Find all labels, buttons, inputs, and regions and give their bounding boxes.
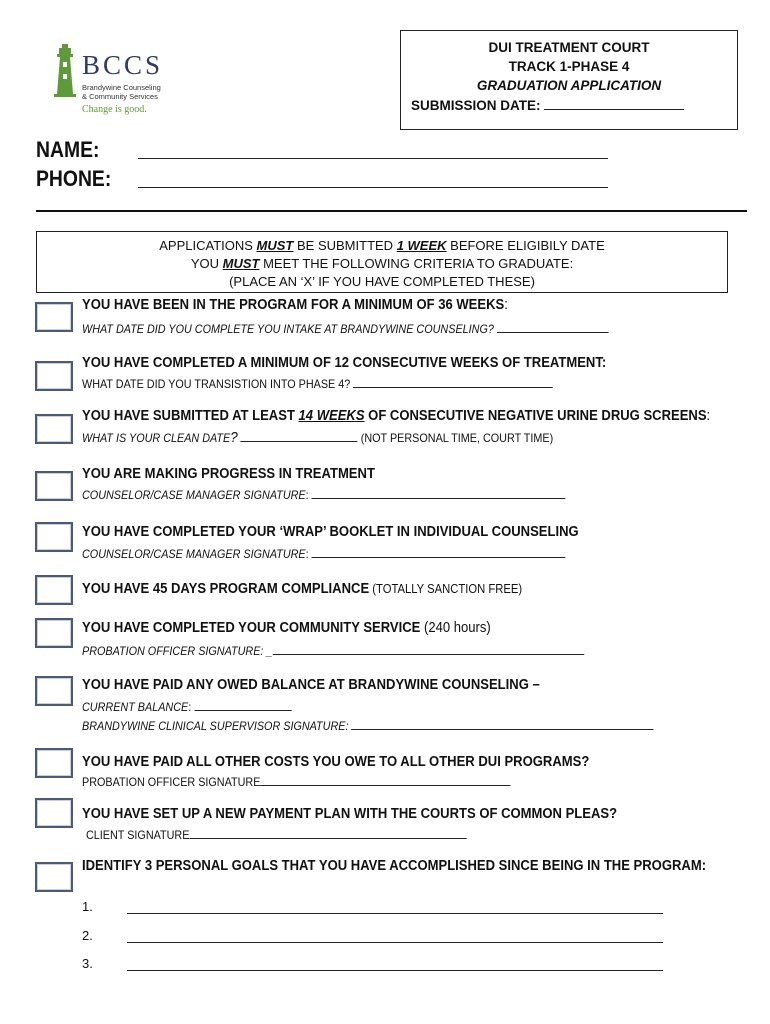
criteria-title (82, 297, 508, 313)
criteria-title-suffix: : (504, 297, 508, 313)
instructions-box (36, 231, 728, 293)
criteria-title: YOU HAVE PAID ALL OTHER COSTS YOU OWE TO ALL OTHER DUI PROGRAMS? (82, 754, 590, 770)
criteria-checkbox[interactable] (35, 522, 73, 552)
logo-org-line1: Brandywine Counseling (82, 83, 161, 92)
criteria-checkbox[interactable] (35, 471, 73, 501)
criteria-title: IDENTIFY 3 PERSONAL GOALS THAT YOU HAVE ACCOMPLISHED SINCE BEING IN THE PROGRAM: (82, 858, 707, 874)
criteria-checkbox[interactable] (35, 361, 73, 391)
criteria-subline (82, 375, 553, 391)
criteria-sub-text: COUNSELOR/CASE MANAGER SIGNATURE (82, 547, 306, 561)
criteria-checkbox[interactable] (35, 302, 73, 332)
criteria-title: YOU HAVE SET UP A NEW PAYMENT PLAN WITH THE COURTS OF COMMON PLEAS? (82, 806, 618, 822)
criteria-title: YOU HAVE PAID ANY OWED BALANCE AT BRANDYWINE COUNSELING – (82, 677, 540, 693)
criteria-title (82, 581, 522, 597)
criteria-sub-text: PROBATION OFFICER SIGNATURE: _ (82, 644, 273, 658)
instr-must: MUST (222, 256, 260, 271)
criteria-sub-colon: : (305, 488, 309, 502)
goal-field[interactable] (127, 942, 663, 943)
criteria-title-text: YOU HAVE COMPLETED YOUR COMMUNITY SERVICE (82, 620, 421, 636)
criteria-title: YOU HAVE COMPLETED YOUR ‘WRAP’ BOOKLET IN INDIVIDUAL COUNSELING (82, 524, 579, 540)
instr-text: YOU (190, 256, 223, 271)
phone-label: PHONE: (36, 166, 112, 191)
instructions-line3: (PLACE AN ‘X’ IF YOU HAVE COMPLETED THESE) (229, 274, 535, 289)
submission-date-label: SUBMISSION DATE: (411, 98, 541, 113)
criteria-checkbox[interactable] (35, 575, 73, 605)
criteria-sub-q: ? (230, 429, 238, 446)
criteria-checkbox[interactable] (35, 748, 73, 778)
criteria-title-text: YOU HAVE BEEN IN THE PROGRAM FOR A MINIMUM OF 36 WEEKS (82, 297, 505, 313)
lighthouse-icon (52, 44, 78, 98)
criteria-checkbox[interactable] (35, 618, 73, 648)
phase4-date-field[interactable] (353, 375, 553, 388)
criteria-subline (82, 545, 565, 561)
criteria-title-text: OF CONSECUTIVE NEGATIVE URINE DRUG SCREENS (364, 408, 707, 424)
supervisor-signature-field[interactable] (351, 717, 653, 730)
criteria-sub-text: CURRENT BALANCE (82, 700, 189, 714)
criteria-title-text: YOU HAVE 45 DAYS PROGRAM COMPLIANCE (82, 581, 370, 597)
counselor-signature-field[interactable] (312, 545, 566, 558)
instr-must: MUST (256, 238, 294, 253)
criteria-sub-text: PROBATION OFFICER SIGNATURE (82, 775, 261, 789)
logo-letters: BCCS (82, 50, 164, 80)
probation-signature-field[interactable] (260, 773, 510, 786)
logo-tagline: Change is good. (82, 104, 147, 115)
goal-field[interactable] (127, 970, 663, 971)
criteria-subline (82, 717, 654, 733)
header-line2: TRACK 1-PHASE 4 (508, 59, 630, 74)
criteria-title-suffix: : (706, 408, 711, 424)
submission-date-field[interactable] (544, 97, 684, 110)
criteria-subline (82, 642, 584, 658)
instr-text: BE SUBMITTED (293, 238, 397, 253)
submission-date-row (411, 97, 684, 113)
criteria-checkbox[interactable] (35, 414, 73, 444)
criteria-sub-text: BRANDYWINE CLINICAL SUPERVISOR SIGNATURE: (82, 719, 349, 733)
header-line1: DUI TREATMENT COURT (488, 40, 650, 55)
criteria-subline (82, 773, 511, 789)
header-box (400, 30, 738, 130)
criteria-sub-text: CLIENT SIGNATURE (86, 828, 190, 842)
criteria-sub-text: WHAT IS YOUR CLEAN DATE (82, 431, 231, 445)
criteria-title (82, 620, 491, 636)
goal-number: 1. (82, 899, 93, 914)
criteria-title-text: YOU HAVE SUBMITTED AT LEAST (82, 408, 299, 424)
criteria-subline (82, 429, 553, 446)
criteria-sub-note: (NOT PERSONAL TIME, COURT TIME) (360, 431, 554, 445)
criteria-sub-text: WHAT DATE DID YOU TRANSISTION INTO PHASE 4? (82, 377, 351, 391)
current-balance-field[interactable] (194, 698, 291, 711)
phone-field[interactable] (138, 187, 608, 188)
goal-number: 3. (82, 956, 93, 971)
instr-week: 1 WEEK (396, 238, 447, 253)
logo-org-line2: & Community Services (82, 92, 158, 101)
criteria-sub-colon: : (305, 547, 309, 561)
goal-field[interactable] (127, 913, 663, 914)
probation-signature-field[interactable] (272, 642, 583, 655)
criteria-sub-colon: : (188, 700, 192, 714)
instructions-line2 (37, 256, 727, 271)
instr-text: MEET THE FOLLOWING CRITERIA TO GRADUATE: (259, 256, 574, 271)
clean-date-field[interactable] (241, 429, 358, 442)
criteria-subline (82, 698, 291, 714)
criteria-title-note: (240 hours) (420, 620, 491, 636)
criteria-title (82, 408, 710, 424)
bccs-logo (52, 44, 182, 116)
criteria-title-emph: 14 WEEKS (298, 408, 365, 424)
intake-date-field[interactable] (497, 320, 609, 333)
criteria-title: YOU ARE MAKING PROGRESS IN TREATMENT (82, 466, 375, 482)
name-label: NAME: (36, 137, 100, 162)
instructions-line1 (37, 238, 727, 253)
criteria-subline (86, 826, 467, 842)
criteria-checkbox[interactable] (35, 862, 73, 892)
criteria-title-note: (TOTALLY SANCTION FREE) (369, 582, 523, 596)
criteria-title: YOU HAVE COMPLETED A MINIMUM OF 12 CONSECUTIVE WEEKS OF TREATMENT: (82, 355, 607, 371)
criteria-subline (82, 320, 608, 336)
criteria-subline (82, 486, 565, 502)
counselor-signature-field[interactable] (312, 486, 566, 499)
criteria-sub-text: WHAT DATE DID YOU COMPLETE YOU INTAKE AT BRANDYWINE COUNSELING? (82, 322, 494, 336)
criteria-checkbox[interactable] (35, 798, 73, 828)
goal-number: 2. (82, 928, 93, 943)
criteria-checkbox[interactable] (35, 676, 73, 706)
client-signature-field[interactable] (189, 826, 466, 839)
section-divider (36, 210, 747, 212)
instr-text: BEFORE ELIGIBILY DATE (446, 238, 605, 253)
name-field[interactable] (138, 158, 608, 159)
instr-text: APPLICATIONS (159, 238, 257, 253)
criteria-sub-text: COUNSELOR/CASE MANAGER SIGNATURE (82, 488, 306, 502)
header-line3: GRADUATION APPLICATION (476, 78, 662, 93)
